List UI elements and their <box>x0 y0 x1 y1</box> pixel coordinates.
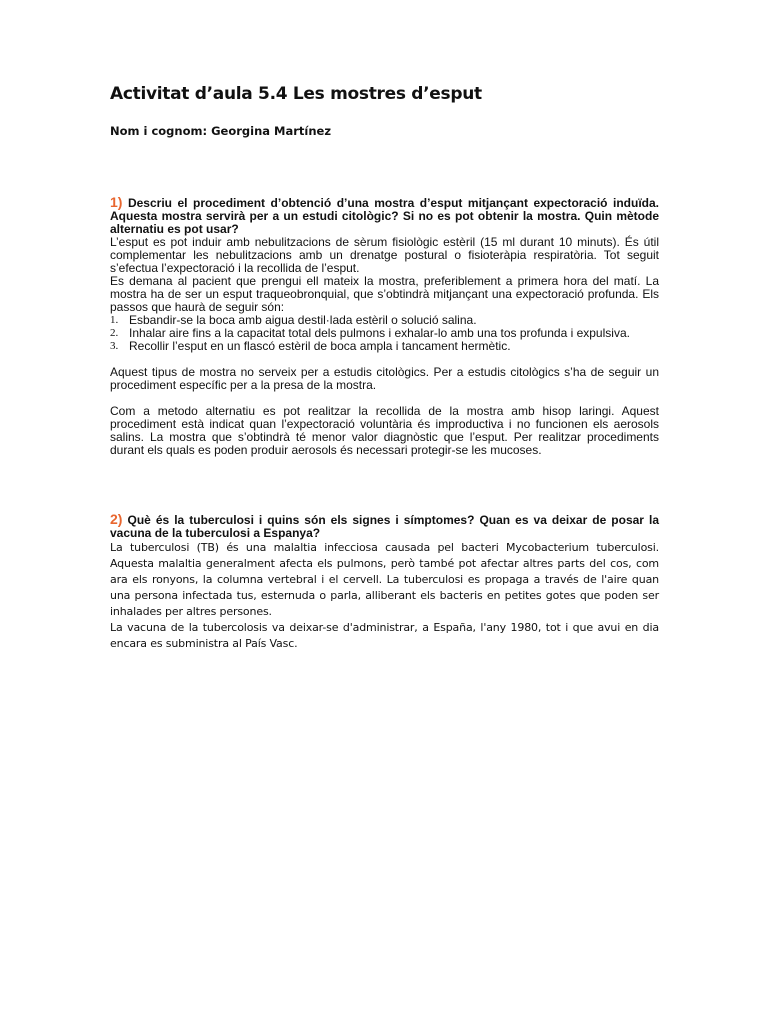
step-number: 1. <box>110 314 119 326</box>
name-label: Nom i cognom: <box>110 124 208 138</box>
list-item <box>110 340 659 353</box>
answer-1-paragraph-3: Aquest tipus de mostra no serveix per a estudis citològics. Per a estudis citològics s’ha de seguir un procediment específic per a la presa de la mostra. <box>110 365 659 392</box>
step-text: Recollir l’esput en un flascó estèril de boca ampla i tancament hermètic. <box>129 339 511 353</box>
question-1-text: Descriu el procediment d’obtenció d’una mostra d’esput mitjançant expectoració induïda. Aquesta mostra servirà per a un estudi citològic? Si no es pot obtenir la mostra. Quin mètode alternatiu es pot usar? <box>110 196 659 236</box>
document-title: Activitat d’aula 5.4 Les mostres d’esput <box>110 84 482 104</box>
step-number: 3. <box>110 340 119 352</box>
step-text: Inhalar aire fins a la capacitat total dels pulmons i exhalar-lo amb una tos profunda i expulsiva. <box>129 326 630 340</box>
answer-1-paragraph-4: Com a metodo alternatiu es pot realitzar la recollida de la mostra amb hisop laringi. Aquest procediment està indicat quan l’expectoració voluntària és improductiva i no funcionen els aerosols salins. La mostra que s’obtindrà té menor valor diagnòstic que l’esput. Per realitzar procediments durant els quals es poden produir aerosols és necessari protegir-se les mucoses. <box>110 404 659 457</box>
answer-1-steps-list <box>110 314 659 353</box>
question-1-section <box>110 196 659 457</box>
question-1-heading <box>110 196 659 236</box>
question-2-number: 2) <box>110 511 123 527</box>
answer-1-paragraph-2: Es demana al pacient que prengui ell mateix la mostra, preferiblement a primera hora del matí. La mostra ha de ser un esput traqueobronquial, que s’obtindrà mitjançant una expectoració profunda. Els passos que haurà de seguir són: <box>110 274 659 314</box>
question-2-heading <box>110 513 659 540</box>
answer-2-paragraph-2: La vacuna de la tubercolosis va deixar-se d'administrar, a España, l'any 1980, tot i que avui en dia encara es subministra al País Vasc. <box>110 621 659 650</box>
step-text: Esbandir-se la boca amb aigua destil·lada estèril o solució salina. <box>129 313 477 327</box>
name-value: Georgina Martínez <box>211 124 332 138</box>
question-2-section <box>110 513 659 652</box>
student-name-line <box>110 124 331 138</box>
answer-1-paragraph-1: L’esput es pot induir amb nebulitzacions de sèrum fisiològic estèril (15 ml durant 10 minuts). És útil complementar les nebulitzacions amb un drenatge postural o fisioteràpia respiratòria. Tot seguit s’efectua l’expectoració i la recollida de l’esput. <box>110 235 659 275</box>
question-1-number: 1) <box>110 194 123 210</box>
question-2-text: Què és la tuberculosi i quins són els signes i símptomes? Quan es va deixar de posar la vacuna de la tuberculosi a Espanya? <box>110 513 659 540</box>
step-number: 2. <box>110 327 119 339</box>
answer-2-paragraph-1: La tuberculosi (TB) és una malaltia infecciosa causada pel bacteri Mycobacterium tuberculosi. Aquesta malaltia generalment afecta els pulmons, però també pot afectar altres parts del cos, com ara els ronyons, la columna vertebral i el cervell. La tuberculosi es propaga a través de l'aire quan una persona infectada tus, esternuda o parla, alliberant els bacteris en petites gotes que poden ser inhalades per altres persones. <box>110 541 659 618</box>
